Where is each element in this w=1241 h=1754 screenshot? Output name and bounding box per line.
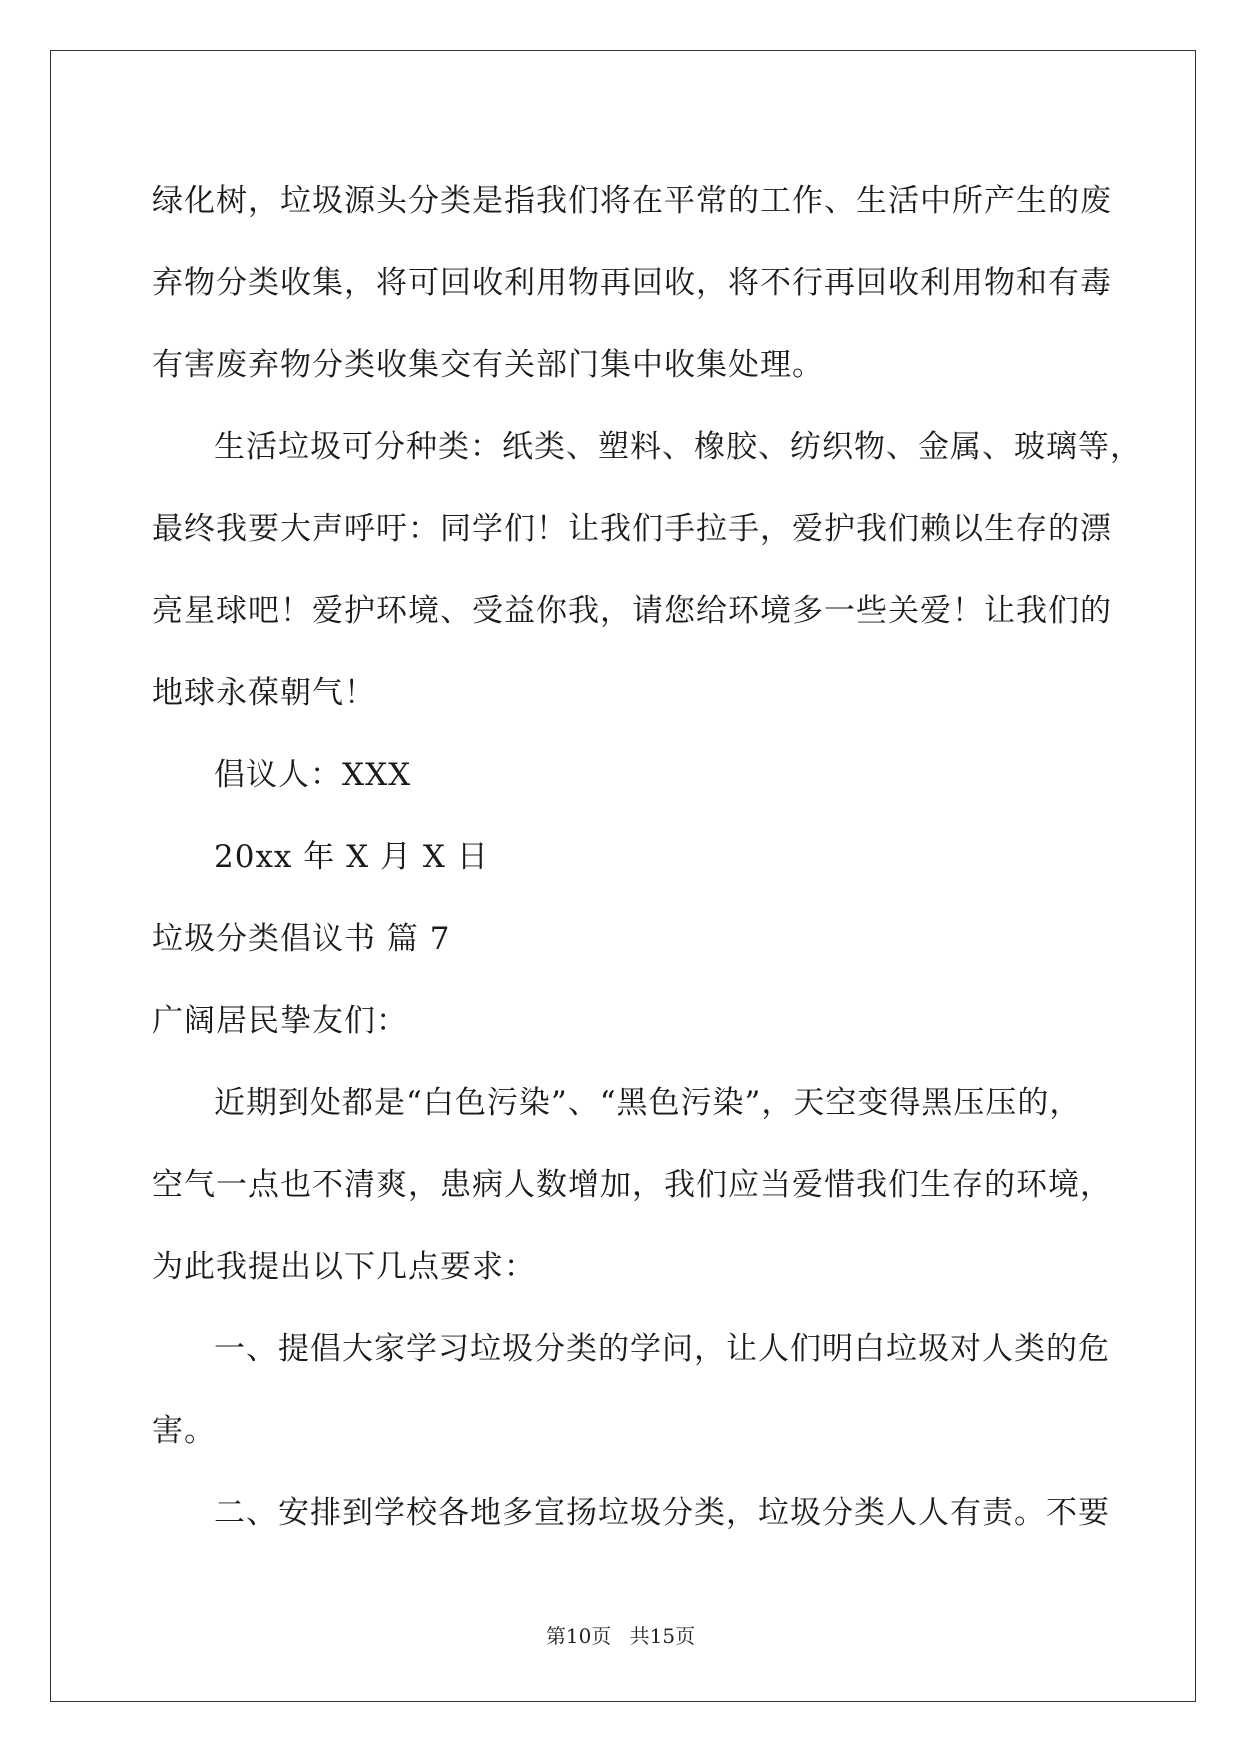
- text-line-2: 弃物分类收集，将可回收利用物再回收，将不行再回收利用物和有毒: [152, 265, 1112, 301]
- text-line-15: 一、提倡大家学习垃圾分类的学问，让人们明白垃圾对人类的危: [214, 1331, 1110, 1367]
- text-line-1: 绿化树，垃圾源头分类是指我们将在平常的工作、生活中所产生的废: [152, 183, 1112, 219]
- text-line-6: 亮星球吧！爱护环境、受益你我，请您给环境多一些关爱！让我们的: [152, 593, 1112, 629]
- text-line-5: 最终我要大声呼吁：同学们！让我们手拉手，爱护我们赖以生存的漂: [152, 511, 1112, 547]
- text-line-14: 为此我提出以下几点要求：: [152, 1249, 536, 1285]
- text-line-12: 近期到处都是“白色污染”、“黑色污染”，天空变得黑压压的，: [214, 1085, 1082, 1121]
- page-number: 第10页: [545, 1624, 612, 1648]
- text-line-17: 二、安排到学校各地多宣扬垃圾分类，垃圾分类人人有责。不要: [214, 1495, 1110, 1531]
- text-line-7: 地球永葆朝气！: [152, 675, 376, 711]
- text-line-13: 空气一点也不清爽，患病人数增加，我们应当爱惜我们生存的环境，: [152, 1167, 1112, 1203]
- salutation-line: 广阔居民挚友们：: [152, 1003, 408, 1039]
- text-line-16: 害。: [152, 1413, 216, 1449]
- text-line-4: 生活垃圾可分种类：纸类、塑料、橡胶、纺织物、金属、玻璃等，: [214, 429, 1142, 465]
- page-footer: [0, 1620, 1241, 1649]
- text-line-3: 有害废弃物分类收集交有关部门集中收集处理。: [152, 347, 824, 383]
- signatory-line: 倡议人：XXX: [214, 757, 412, 793]
- document-body: [152, 160, 1142, 1554]
- page-total: 共15页: [629, 1624, 696, 1648]
- date-line: 20xx 年 X 月 X 日: [214, 839, 489, 875]
- section-heading: 垃圾分类倡议书 篇 7: [152, 921, 451, 957]
